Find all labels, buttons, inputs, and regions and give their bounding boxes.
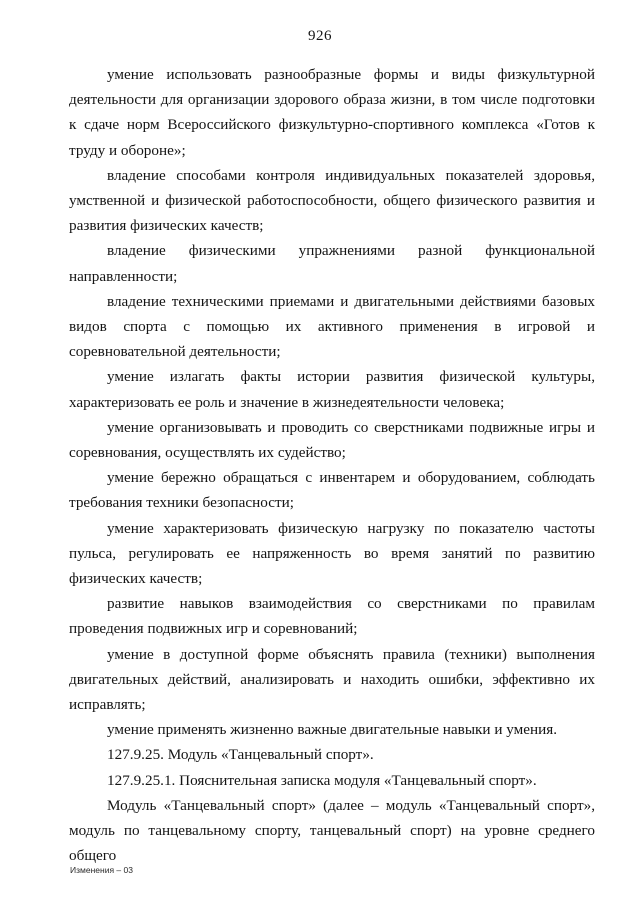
footer-revision-note: Изменения – 03	[70, 865, 133, 875]
document-body	[69, 62, 595, 869]
paragraph: владение физическими упражнениями разной функциональной направленности;	[69, 242, 595, 285]
paragraph: умение организовывать и проводить со сверстниками подвижные игры и соревнования, осуществлять их судейство;	[69, 418, 595, 462]
subsection-heading: 127.9.25.1. Пояснительная записка модуля «Танцевальный спорт».	[107, 771, 537, 789]
paragraph: умение в доступной форме объяснять правила (техники) выполнения двигательных действий, анализировать и находить ошибки, эффективно их исправлять;	[69, 645, 595, 714]
paragraph: умение применять жизненно важные двигательные навыки и умения.	[107, 721, 558, 739]
page-number: 926	[308, 28, 332, 44]
paragraph: развитие навыков взаимодействия со сверстниками по правилам проведения подвижных игр и соревнований;	[69, 595, 595, 638]
paragraph: умение характеризовать физическую нагрузку по показателю частоты пульса, регулировать ее напряженность во время занятий по развитию физических качеств;	[69, 519, 595, 588]
paragraph: владение способами контроля индивидуальных показателей здоровья, умственной и физической работоспособности, общего физического развития и развития физических качеств;	[69, 166, 595, 235]
paragraph: умение бережно обращаться с инвентарем и оборудованием, соблюдать требования техники безопасности;	[69, 469, 595, 512]
paragraph: владение техническими приемами и двигательными действиями базовых видов спорта с помощью их активного применения в игровой и соревновательной деятельности;	[69, 292, 595, 361]
paragraph: умение излагать факты истории развития физической культуры, характеризовать ее роль и значение в жизнедеятельности человека;	[69, 368, 595, 411]
section-heading: 127.9.25. Модуль «Танцевальный спорт».	[107, 746, 374, 764]
paragraph: умение использовать разнообразные формы и виды физкультурной деятельности для организации здорового образа жизни, в том числе подготовки к сдаче норм Всероссийского физкультурно-спортивного комплекса «Готов к труду и обороне»;	[69, 66, 595, 159]
paragraph: Модуль «Танцевальный спорт» (далее – модуль «Танцевальный спорт», модуль по танцевальному спорту, танцевальный спорт) на уровне среднего общего	[69, 796, 595, 865]
